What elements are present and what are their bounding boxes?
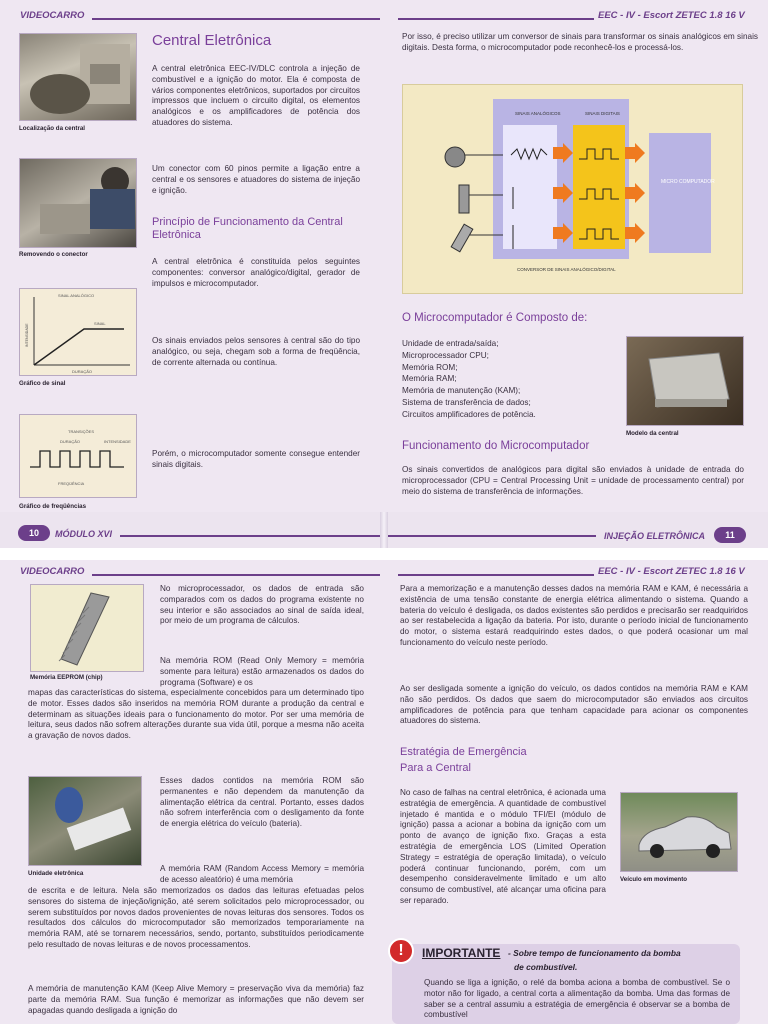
- car-moving-photo: [620, 792, 738, 872]
- label-microcomputer: MICRO COMPUTADOR: [661, 179, 715, 185]
- ad-converter-diagram: [402, 84, 743, 294]
- section-title-emergency-1: Estratégia de Emergência: [400, 746, 527, 758]
- frequency-graph-svg: [20, 415, 137, 498]
- label-digital-signals: SINAIS DIGITAIS: [585, 111, 620, 116]
- component-item: Memória de manutenção (KAM);: [402, 386, 521, 396]
- converter-intro: Por isso, é preciso utilizar um conversor de sinais para transformar os sinais analógicos em sinais digitais. Desta forma, o microcomputador pode reconhecê-los e processá-los.: [402, 32, 758, 52]
- header-model: EEC - IV - Escort ZETEC 1.8 16 V: [598, 10, 745, 21]
- microprocessor-paragraph: No microprocessador, os dados de entrada são comparados com os dados do programa existente no seu interior e são associados ao sinal de saída ideal, por meio de um programa de cálculos.: [160, 584, 364, 626]
- important-label: IMPORTANTE: [422, 946, 501, 960]
- page-12: [0, 560, 384, 1024]
- caption-unit: Unidade eletrônica: [28, 870, 84, 877]
- label-intensidade-freq: INTENSIDADE: [104, 439, 131, 444]
- section-title-functioning: Funcionamento do Microcomputador: [402, 440, 590, 452]
- component-item: Sistema de transferência de dados;: [402, 397, 531, 407]
- electronic-unit-photo: [28, 776, 142, 866]
- remove-connector-photo: [19, 158, 137, 248]
- signal-graph-svg: [20, 289, 137, 376]
- caption-frequency-graph: Gráfico de freqüências: [19, 503, 87, 510]
- section-title-central: Central Eletrônica: [152, 32, 272, 49]
- header-rule-3: [92, 574, 380, 576]
- page-number-10: 10: [18, 525, 50, 541]
- label-transicoes: TRANSIÇÕES: [68, 429, 95, 434]
- page-divider: [0, 548, 768, 560]
- footer-module: MÓDULO XVI: [55, 529, 113, 539]
- component-item: Microprocessador CPU;: [402, 350, 489, 360]
- micro-paragraph: Porém, o microcomputador somente consegue entender sinais digitais.: [152, 449, 360, 469]
- sensor-temperature-icon: [459, 185, 469, 213]
- caption-location: Localização da central: [19, 125, 86, 132]
- page-number-11: 11: [714, 527, 746, 543]
- ecu-illustration: [627, 337, 744, 426]
- principle-paragraph: A central eletrônica é constituída pelos seguintes componentes: conversor analógico/digital, gerador de impulsos e microcomputador.: [152, 257, 360, 288]
- section-title-emergency-2: Para a Central: [400, 762, 471, 774]
- warning-icon: !: [388, 938, 414, 964]
- header-model-4: EEC - IV - Escort ZETEC 1.8 16 V: [598, 566, 745, 577]
- important-title-2: de combustível.: [514, 962, 578, 972]
- footer-rule-right: [388, 535, 596, 537]
- important-paragraph: Quando se liga a ignição, o relé da bomba aciona a bomba de combustível. Se o motor não for ligado, a central corta a alimentação da bomba. Uma das formas de saber se a central assumiu a estratégia de emergência é observar se a bomba de combustível: [424, 978, 730, 1020]
- page-10: [0, 0, 384, 512]
- header-rule: [92, 18, 380, 20]
- components-list: [402, 338, 612, 421]
- component-item: Memória RAM;: [402, 374, 457, 384]
- label-intensidade: INTENSIDADE: [25, 323, 29, 347]
- caption-remove: Removendo o conector: [19, 251, 88, 258]
- chip-illustration: [31, 585, 144, 672]
- header-brand-3: VIDEOCARRO: [20, 566, 85, 577]
- mechanic-illustration: [20, 159, 137, 248]
- component-item: Unidade de entrada/saída;: [402, 339, 499, 348]
- kam-paragraph: A memória de manutenção KAM (Keep Alive Memory = preservação viva da memória) faz parte da memória RAM. Sua função é memorizar as informações que não devem ser apagadas quando desligada a ignição do: [28, 984, 364, 1015]
- label-duracao: DURAÇÃO: [72, 369, 93, 374]
- eeprom-chip-photo: [30, 584, 144, 672]
- memorization-paragraph: Para a memorização e a manutenção desses dados na memória RAM e KAM, é necessária a existência de uma tensão constante de energia elétrica alimentando o sistema. Quando a bateria do veículo é desligada, os dados existentes são perdidos e precisarão ser readquiridos ao ser restabelecida a ligação da bateria. Por isto, durante o período inicial de funcionamento do motor, o sistema estará readquirindo estes dados, o que poderá ocasionar um mal funcionamento do veículo neste período.: [400, 584, 748, 647]
- caption-car: Veículo em movimento: [620, 876, 688, 883]
- sensor-knock-icon: [451, 224, 473, 252]
- central-model-photo: [626, 336, 744, 426]
- intro-paragraph: A central eletrônica EEC-IV/DLC controla a injeção de combustível e a ignição do motor. Ela é composta de vários componentes eletrônicos, suportados por circuitos impressos que incluem o circuito digital, os elementos analógicos e os amplificadores de potência dos atuadores do sistema.: [152, 64, 360, 127]
- caption-model: Modelo da central: [626, 430, 679, 437]
- signal-paragraph: Os sinais enviados pelos sensores à central são do tipo analógico, ou seja, chegam sob a forma de freqüência, de corrente alternada ou contínua.: [152, 336, 360, 367]
- component-item: Memória ROM;: [402, 362, 458, 372]
- footer-injection: INJEÇÃO ELETRÔNICA: [604, 531, 706, 541]
- rom-paragraph-a: Na memória ROM (Read Only Memory = memória somente para leitura) estão armazenados os dados do programa (Software) e os: [160, 656, 364, 687]
- frequency-graph: [19, 414, 137, 498]
- label-analog-signals: SINAIS ANALÓGICOS: [515, 111, 561, 116]
- rom-permanent-paragraph: Esses dados contidos na memória ROM são permanentes e não dependem da manutenção da alimentação elétrica da central. Portanto, esses dados não sofrem interferência com o desligamento da fonte de energia elétrica do veículo (bateria).: [160, 776, 364, 829]
- ram-paragraph-b: de escrita e de leitura. Nela são memorizados os dados das leituras efetuadas pelos sensores do sistema de injeção/ignição, até serem solicitados pelo microprocessador, ou serem substituídos por novos dados provenientes de novas leituras dos sensores. Todos os resultados dos cálculos do microcomputador são memorizados temporariamente na memória RAM, até se tornarem necessários, sendo, portanto, substituídos periodicamente pelo resultado de novas leituras e de novos processamentos.: [28, 886, 364, 949]
- ignition-paragraph: Ao ser desligada somente a ignição do veículo, os dados contidos na memória RAM e KAM não são perdidos. Os dados que saem do microcomputador são enviados aos circuitos amplificadores de potência para que tenham capacidade para acionar os componentes atuadores do sistema.: [400, 684, 748, 726]
- sensor-rotation-icon: [445, 147, 465, 167]
- label-frequencia: FREQÜÊNCIA: [58, 481, 85, 486]
- header-rule-right: [398, 18, 594, 20]
- car-illustration: [621, 793, 738, 872]
- component-item: Circuitos amplificadores de potência.: [402, 409, 536, 419]
- ad-diagram-svg: [403, 85, 744, 295]
- central-location-photo: [19, 33, 137, 121]
- label-converter: CONVERSOR DE SINAIS ANALÓGICO/DIGITAL: [517, 267, 616, 272]
- section-title-principle: Princípio de Funcionamento da Central Eletrônica: [152, 216, 343, 241]
- ram-paragraph-a: A memória RAM (Random Access Memory = memória de acesso aleatório) é uma memória: [160, 864, 364, 884]
- rom-paragraph-b: mapas das características do sistema, especialmente concebidos para um determinado tipo de motor. Esses dados são inseridos na memória ROM durante a produção da central e determinam as situações ideais para o funcionamento do motor. Por ser uma memória de leitura, seus dados não sofrem alterações durante sua vida útil, porque a mesma não aceita a gravação de novos dados.: [28, 688, 364, 741]
- caption-signal-graph: Gráfico de sinal: [19, 380, 66, 387]
- section-title-composed: O Microcomputador é Composto de:: [402, 312, 588, 324]
- label-sinal: SINAL: [94, 321, 106, 326]
- functioning-paragraph: Os sinais convertidos de analógicos para digital são enviados à unidade de entrada do microprocessador (CPU = Central Processing Unit = unidade de processamento central) por meio do sistema de transferência de informações.: [402, 465, 744, 496]
- header-rule-4: [398, 574, 594, 576]
- emergency-paragraph: No caso de falhas na central eletrônica, é acionada uma estratégia de emergência. A quantidade de combustível injetado é mantida e o módulo TFI/EI (módulo de ignição) passa a acionar a bobina da ignição com um ponto de avanço de ignição fixo. Graças a esta estratégia de emergência LOS (Limited Operation Strategy = estratégia de operação limitada), o veículo poderá continuar funcionando, porém, com um desempenho consideravelmente limitado e um alto consumo de combustível, até alcançar uma oficina para ser reparado.: [400, 788, 606, 905]
- car-interior-illustration: [20, 34, 137, 121]
- page-11: [384, 0, 768, 512]
- signal-graph: [19, 288, 137, 376]
- circuit-board-illustration: [29, 777, 142, 866]
- important-title-1: - Sobre tempo de funcionamento da bomba: [508, 948, 681, 958]
- label-sinal-analogico: SINAL ANALÓGICO: [58, 293, 95, 298]
- caption-eeprom: Memória EEPROM (chip): [30, 674, 103, 681]
- footer-rule-left: [120, 535, 380, 537]
- connector-paragraph: Um conector com 60 pinos permite a ligação entre a central e os sensores e atuadores do sistema de injeção e ignição.: [152, 164, 360, 195]
- label-duracao-freq: DURAÇÃO: [60, 439, 81, 444]
- header-brand: VIDEOCARRO: [20, 10, 85, 21]
